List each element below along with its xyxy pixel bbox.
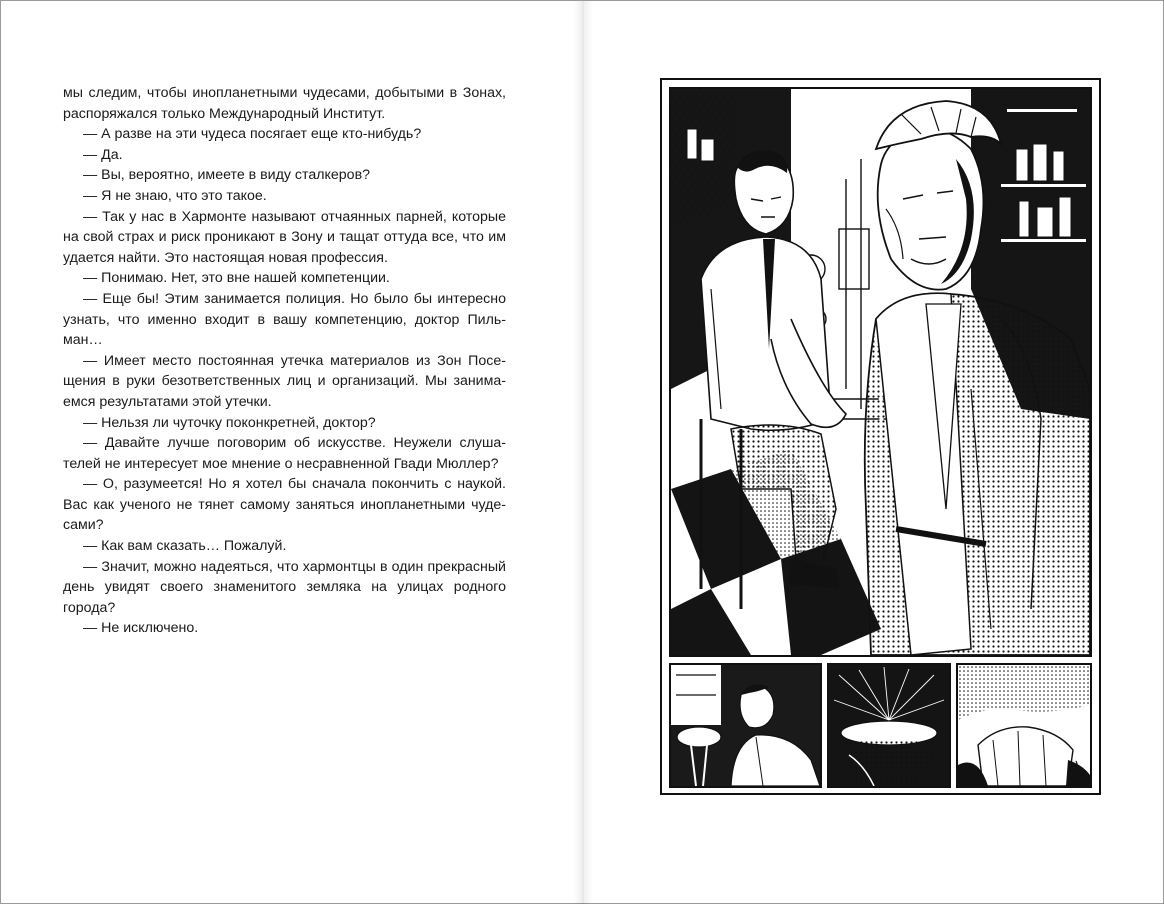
paragraph: — Имеет место постоянная утечка материалов из Зон Посещения в руки безответственных лиц и организаций. Мы занимаемся результатами этой утечки. — [63, 352, 506, 410]
illustration-frame — [660, 78, 1101, 795]
paragraph: — Я не знаю, что это такое. — [83, 187, 267, 204]
illustration-panel-bar-patron — [669, 663, 822, 788]
paragraph: — Как вам сказать… Пожалуй. — [83, 538, 287, 555]
paragraph: — Нельзя ли чуточку поконкретней, доктор? — [83, 414, 376, 431]
paragraph: — Не исключено. — [83, 620, 199, 637]
paragraph: — Значит, можно надеяться, что хармонтцы в один прекрасный день увидят своего знаменитого земляка на улицах родного города? — [63, 558, 506, 616]
hand-reaching-drawing — [958, 665, 1090, 786]
illustration-panel-hand-reaching — [956, 663, 1092, 788]
paragraph: — Вы, вероятно, имеете в виду сталкеров? — [83, 167, 370, 184]
main-scene-drawing — [671, 89, 1090, 655]
paragraph: — О, разумеется! Но я хотел бы сначала покончить с наукой. Вас как ученого не тянет самому заняться инопланетными чудесами? — [63, 476, 506, 534]
paragraph: — Понимаю. Нет, это вне нашей компетенции. — [83, 270, 390, 287]
paragraph: — Еще бы! Этим занимается полиция. Но было бы интересно узнать, что именно входит в вашу компетенцию, доктор Пильман… — [63, 290, 506, 349]
paragraph: — Да. — [83, 146, 123, 163]
left-page — [1, 1, 583, 904]
illustration-panel-glowing-object — [827, 663, 951, 788]
paragraph: — А разве на эти чудеса посягает еще кто-нибудь? — [83, 126, 422, 143]
paragraph: — Так у нас в Хармонте называют отчаянных парней, которые на свой страх и риск проникают в Зону и тащат оттуда все, что им удается найти. Это настоящая новая профессия. — [63, 208, 506, 266]
bar-patron-drawing — [671, 665, 820, 786]
illustration-main-panel — [669, 87, 1092, 657]
paragraph: — Давайте лучше поговорим об искусстве. Неужели слушателей не интересует мое мнение о несравненной Гвади Мюллер? — [63, 435, 506, 472]
glowing-object-drawing — [829, 665, 949, 786]
paragraph: мы следим, чтобы инопланетными чудесами, добытыми в Зонах, распоряжался только Международный Институт. — [63, 85, 506, 122]
page-text — [63, 83, 506, 639]
